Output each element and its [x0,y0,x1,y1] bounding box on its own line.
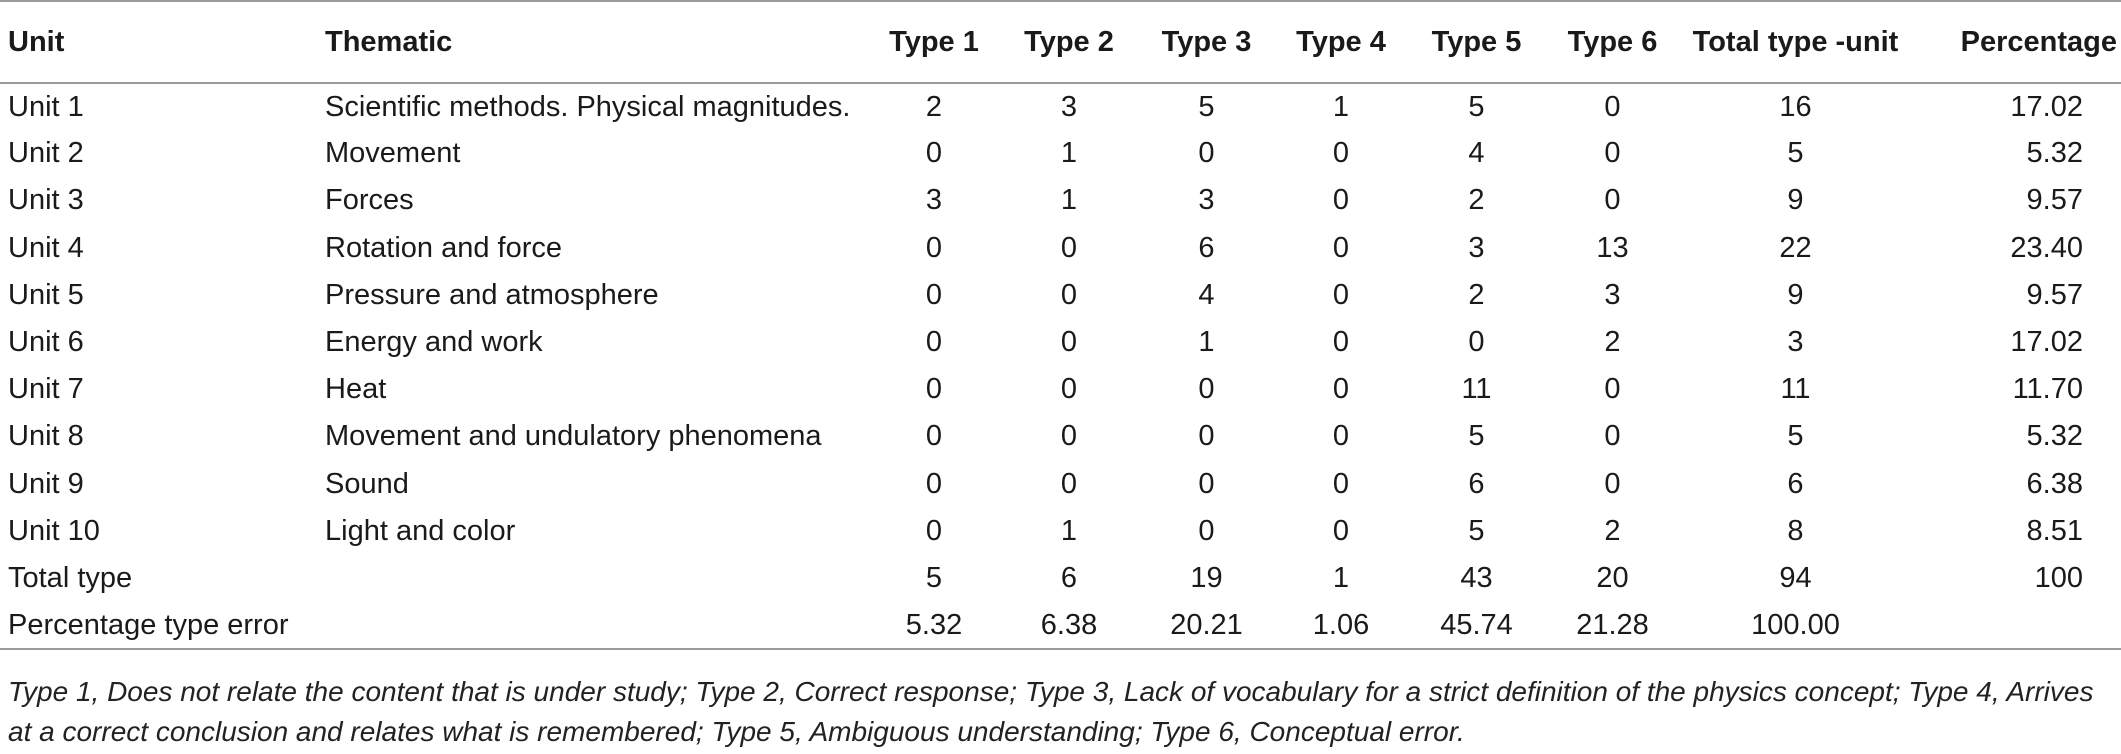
cell-percentage: 8.51 [2026,514,2083,547]
table-row [0,130,2121,177]
cell-total-type-unit: 94 [1779,561,1812,594]
cell-type-1: 0 [925,373,943,406]
cell-type-1: 0 [925,231,943,264]
cell-type-3: 6 [1198,231,1215,264]
cell-percentage: 9.57 [2026,278,2083,311]
cell-total-type-unit: 9 [1787,278,1804,311]
cell-total-type-unit: 9 [1787,184,1804,217]
cell-unit: Total type [8,561,133,594]
cell-type-2: 0 [1060,278,1078,311]
cell-thematic: Sound [325,467,409,500]
cell-unit: Unit 1 [8,90,84,123]
cell-type-5: 43 [1460,561,1493,594]
table-body [0,83,2121,649]
cell-unit: Unit 2 [8,137,84,170]
cell-type-3: 0 [1198,373,1215,406]
cell-type-4: 0 [1332,326,1350,359]
cell-unit: Unit 5 [8,278,84,311]
cell-type-3: 0 [1198,514,1215,547]
table-row [0,366,2121,413]
cell-total-type-unit: 8 [1787,514,1804,547]
header-type-3: Type 3 [1140,1,1273,83]
cell-type-6: 0 [1604,184,1621,217]
table-row [0,83,2121,130]
cell-percentage: 6.38 [2026,467,2083,500]
table-row [0,319,2121,366]
cell-type-1: 0 [925,278,943,311]
cell-type-3: 5 [1198,90,1215,123]
cell-type-6: 2 [1604,514,1621,547]
cell-percentage: 11.70 [2012,373,2083,406]
cell-type-2: 0 [1060,326,1078,359]
cell-thematic: Movement [325,137,461,170]
cell-type-4: 0 [1332,184,1350,217]
cell-type-6: 0 [1604,467,1621,500]
cell-percentage: 17.02 [2010,90,2083,123]
cell-type-1: 5 [925,561,943,594]
cell-type-4: 1 [1332,561,1350,594]
cell-thematic: Rotation and force [325,231,562,264]
cell-type-6: 20 [1596,561,1629,594]
header-row [0,1,2121,83]
cell-type-3: 0 [1198,467,1215,500]
cell-unit: Unit 6 [8,326,84,359]
cell-unit: Unit 8 [8,420,84,453]
cell-total-type-unit: 22 [1779,231,1812,264]
table-footnote: Type 1, Does not relate the content that is under study; Type 2, Correct response; Type 3, Lack of vocabulary for a strict definition of the physics concept; Type 4, Arrives at a correct conclusion and relates what is remembered; Type 5, Ambiguous understanding; Type 6, Conceptual error. [8,676,2094,747]
cell-type-3: 0 [1198,137,1215,170]
cell-percentage: 100 [2034,561,2083,594]
cell-type-5: 2 [1468,184,1485,217]
cell-type-5: 3 [1468,231,1485,264]
cell-type-5: 5 [1468,514,1485,547]
cell-type-5: 45.74 [1409,602,1544,649]
cell-type-3: 4 [1198,278,1215,311]
cell-thematic: Heat [325,373,387,406]
cell-total-type-unit: 100.00 [1681,602,1910,649]
header-unit: Unit [0,1,325,83]
cell-type-4: 0 [1332,278,1350,311]
cell-thematic: Energy and work [325,326,543,359]
cell-unit: Unit 10 [8,514,100,547]
cell-type-2: 1 [1060,184,1078,217]
header-percentage: Percentage [1910,1,2121,83]
header-type-2: Type 2 [998,1,1140,83]
cell-type-2: 0 [1060,231,1078,264]
table-row [0,272,2121,319]
cell-type-3: 3 [1198,184,1215,217]
cell-type-6: 0 [1604,420,1621,453]
header-type-5: Type 5 [1409,1,1544,83]
table-row [0,413,2121,460]
cell-thematic: Light and color [325,514,516,547]
cell-total-type-unit: 5 [1787,137,1804,170]
cell-type-6: 0 [1604,90,1621,123]
cell-total-type-unit: 16 [1779,90,1812,123]
cell-total-type-unit: 11 [1780,373,1811,406]
cell-type-4: 0 [1332,420,1350,453]
cell-type-5: 4 [1468,137,1485,170]
table-row [0,461,2121,508]
cell-total-type-unit: 5 [1787,420,1804,453]
cell-type-1: 0 [925,326,943,359]
cell-type-5: 6 [1468,467,1485,500]
cell-unit: Unit 4 [8,231,84,264]
cell-unit: Percentage type error [0,602,325,649]
header-type-4: Type 4 [1273,1,1409,83]
cell-type-2: 1 [1060,137,1078,170]
cell-type-2: 3 [1060,90,1078,123]
table-row [0,508,2121,555]
cell-type-4: 0 [1332,373,1350,406]
cell-type-4: 1.06 [1273,602,1409,649]
cell-type-1: 0 [925,420,943,453]
cell-thematic: Movement and undulatory phenomena [325,420,822,453]
cell-thematic: Forces [325,184,414,217]
cell-total-type-unit: 3 [1787,326,1804,359]
table-row [0,602,2121,649]
cell-thematic [325,602,870,649]
header-total-type-unit: Total type -unit [1681,1,1910,83]
cell-percentage [1910,602,2121,649]
cell-type-6: 0 [1604,373,1621,406]
cell-type-1: 0 [925,137,943,170]
cell-type-4: 0 [1332,467,1350,500]
cell-type-6: 21.28 [1544,602,1681,649]
cell-type-4: 0 [1332,514,1350,547]
cell-type-2: 6 [1060,561,1078,594]
cell-total-type-unit: 6 [1787,467,1804,500]
cell-type-2: 6.38 [998,602,1140,649]
cell-type-1: 0 [925,467,943,500]
cell-type-6: 0 [1604,137,1621,170]
cell-type-4: 0 [1332,231,1350,264]
cell-percentage: 5.32 [2026,137,2083,170]
cell-type-5: 11 [1461,373,1492,406]
header-type-1: Type 1 [870,1,998,83]
cell-type-6: 3 [1604,278,1621,311]
cell-percentage: 17.02 [2010,326,2083,359]
cell-type-4: 1 [1332,90,1350,123]
table-row [0,225,2121,272]
cell-type-1: 2 [925,90,943,123]
cell-thematic [325,555,870,602]
cell-type-1: 3 [925,184,943,217]
header-thematic: Thematic [325,1,870,83]
cell-type-5: 5 [1468,90,1485,123]
cell-type-3: 0 [1198,420,1215,453]
cell-percentage: 23.40 [2010,231,2083,264]
cell-type-3: 1 [1198,326,1215,359]
cell-type-3: 19 [1190,561,1223,594]
table-row [0,177,2121,224]
cell-type-6: 13 [1596,231,1629,264]
cell-thematic: Scientific methods. Physical magnitudes. [325,90,851,123]
cell-type-5: 2 [1468,278,1485,311]
cell-unit: Unit 9 [8,467,84,500]
cell-type-6: 2 [1604,326,1621,359]
header-type-6: Type 6 [1544,1,1681,83]
cell-type-1: 5.32 [870,602,998,649]
cell-thematic: Pressure and atmosphere [325,278,659,311]
cell-type-3: 20.21 [1140,602,1273,649]
cell-unit: Unit 3 [8,184,84,217]
cell-type-5: 0 [1468,326,1485,359]
table-row [0,555,2121,602]
cell-type-5: 5 [1468,420,1485,453]
cell-type-4: 0 [1332,137,1350,170]
cell-type-2: 0 [1060,467,1078,500]
cell-unit: Unit 7 [8,373,84,406]
cell-type-2: 1 [1060,514,1078,547]
cell-type-2: 0 [1060,420,1078,453]
cell-percentage: 5.32 [2026,420,2083,453]
cell-type-1: 0 [925,514,943,547]
cell-percentage: 9.57 [2026,184,2083,217]
cell-type-2: 0 [1060,373,1078,406]
